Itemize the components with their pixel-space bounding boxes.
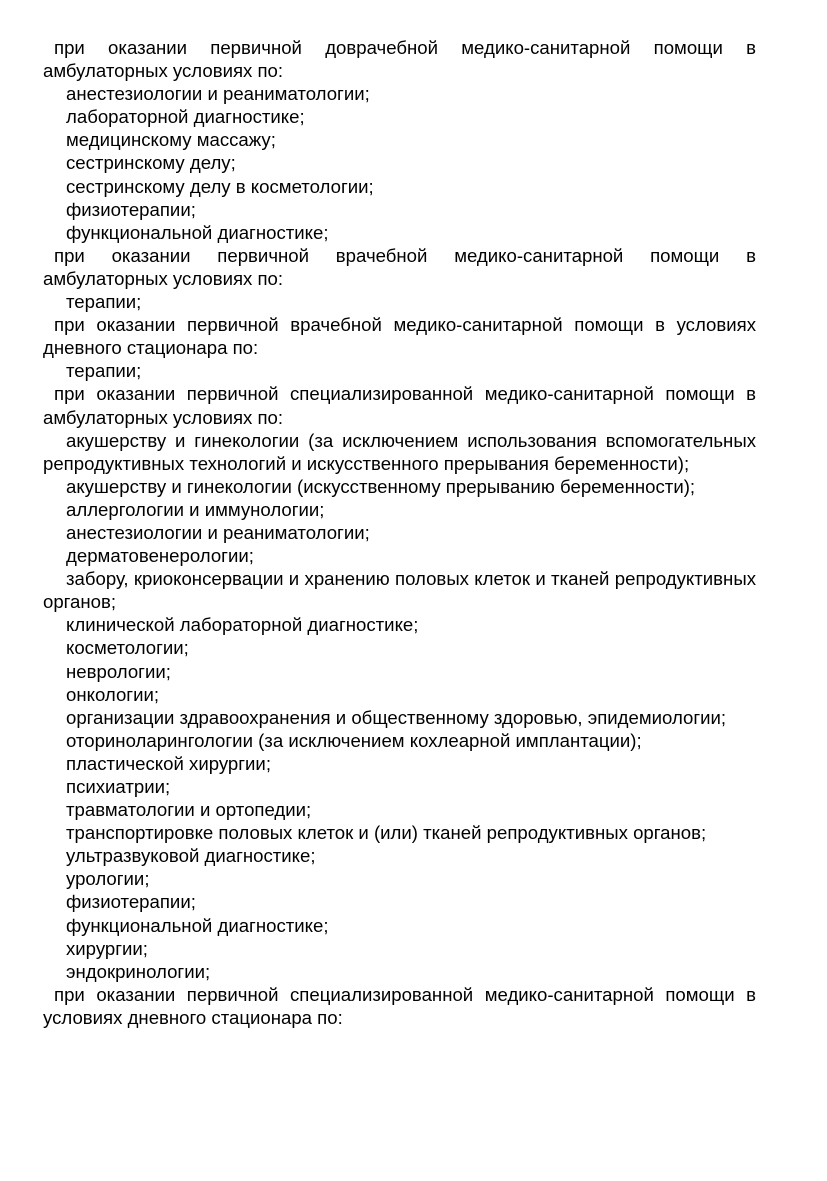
- document-page: [43, 36, 756, 1029]
- section-heading: при оказании первичной врачебной медико-санитарной помощи в условиях дневного стационара по:: [43, 314, 756, 359]
- list-item: ультразвуковой диагностике;: [66, 845, 316, 867]
- list-item: медицинскому массажу;: [66, 129, 276, 151]
- list-item: пластической хирургии;: [66, 752, 271, 774]
- list-item: эндокринологии;: [66, 960, 211, 982]
- list-item: терапии;: [66, 360, 142, 382]
- list-item: лабораторной диагностике;: [66, 106, 305, 128]
- list-item: организации здравоохранения и общественному здоровью, эпидемиологии;: [66, 706, 727, 728]
- list-item: травматологии и ортопедии;: [66, 799, 312, 821]
- list-item: акушерству и гинекологии (за исключением использования вспомогательных репродуктивных технологий и искусственного прерывания беременности);: [43, 429, 756, 474]
- list-item: онкологии;: [66, 683, 160, 705]
- list-item: терапии;: [66, 291, 142, 313]
- list-item: сестринскому делу в косметологии;: [66, 175, 374, 197]
- list-item: урологии;: [66, 868, 150, 890]
- list-item: анестезиологии и реаниматологии;: [66, 521, 370, 543]
- list-item: клинической лабораторной диагностике;: [66, 614, 419, 636]
- list-item: анестезиологии и реаниматологии;: [66, 83, 370, 105]
- list-item: функциональной диагностике;: [66, 914, 329, 936]
- list-item: забору, криоконсервации и хранению половых клеток и тканей репродуктивных органов;: [43, 568, 756, 613]
- list-item: дерматовенерологии;: [66, 545, 254, 567]
- list-item: транспортировке половых клеток и (или) тканей репродуктивных органов;: [66, 822, 707, 844]
- list-item: оториноларингологии (за исключением кохлеарной имплантации);: [66, 729, 642, 751]
- list-item: хирургии;: [66, 937, 148, 959]
- section-heading: при оказании первичной врачебной медико-санитарной помощи в амбулаторных условиях по:: [43, 244, 756, 289]
- list-item: физиотерапии;: [66, 891, 196, 913]
- list-item: психиатрии;: [66, 776, 171, 797]
- list-item: аллергологии и иммунологии;: [66, 498, 325, 520]
- section-heading: при оказании первичной специализированной медико-санитарной помощи в амбулаторных условиях по:: [43, 383, 756, 428]
- list-item: сестринскому делу;: [66, 152, 236, 174]
- list-item: неврологии;: [66, 660, 171, 682]
- section-heading: при оказании первичной специализированной медико-санитарной помощи в условиях дневного стационара по:: [43, 983, 756, 1028]
- list-item: физиотерапии;: [66, 198, 196, 220]
- list-item: функциональной диагностике;: [66, 221, 329, 243]
- list-item: косметологии;: [66, 637, 189, 659]
- section-heading: при оказании первичной доврачебной медико-санитарной помощи в амбулаторных условиях по:: [43, 37, 756, 82]
- list-item: акушерству и гинекологии (искусственному прерыванию беременности);: [66, 475, 696, 497]
